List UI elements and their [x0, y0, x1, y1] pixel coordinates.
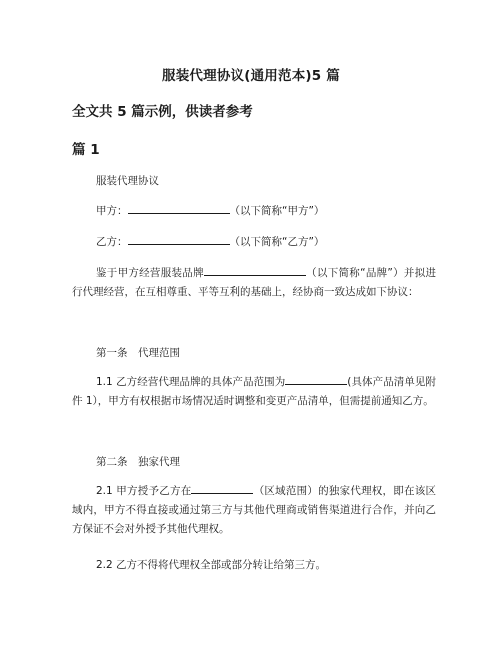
article-1-heading [72, 344, 436, 363]
party-a-blank [128, 202, 230, 214]
section-heading: 篇 1 [72, 142, 100, 158]
article-2-heading [72, 453, 436, 472]
party-b-blank [128, 233, 230, 245]
preamble-paragraph [72, 264, 436, 302]
party-b-suffix: （以下简称“乙方”） [229, 236, 325, 248]
document-title: 服装代理协议(通用范本)5 篇 [162, 68, 340, 84]
party-b-line [72, 233, 436, 252]
preamble-suffix: （以下简称“品牌”）并拟进行代理经营，在互相尊重、平等互利的基础上，经协商一致达成如下协议： [72, 267, 436, 298]
party-a-prefix: 甲方： [96, 205, 128, 217]
clause-2-1 [72, 482, 436, 539]
clause-2-2-text: 2.2 乙方不得将代理权全部或部分转让给第三方。 [96, 559, 327, 571]
clause-2-1-suffix: （区域范围）的独家代理权，即在该区域内，甲方不得直接或通过第三方与其他代理商或销售渠道进行合作，并向乙方保证不会对外授予其他代理权。 [72, 485, 437, 535]
region-blank [191, 482, 253, 494]
clause-1-1-prefix: 1.1 乙方经营代理品牌的具体产品范围为 [96, 376, 286, 388]
product-range-blank [285, 373, 347, 385]
document-subtitle: 全文共 5 篇示例，供读者参考 [72, 104, 253, 120]
article-2-heading-text: 第二条 独家代理 [96, 456, 180, 468]
clause-2-1-prefix: 2.1 甲方授予乙方在 [96, 485, 192, 497]
article-1-heading-text: 第一条 代理范围 [96, 347, 180, 359]
party-a-line [72, 202, 436, 221]
agreement-title [72, 172, 436, 191]
agreement-title-text: 服装代理协议 [96, 175, 159, 187]
clause-2-2 [72, 556, 436, 575]
clause-1-1 [72, 373, 436, 411]
party-a-suffix: （以下简称“甲方”） [229, 205, 325, 217]
party-b-prefix: 乙方： [96, 236, 128, 248]
clause-1-1-suffix: (具体产品清单见附件 1），甲方有权根据市场情况适时调整和变更产品清单，但需提前通知乙方。 [72, 376, 436, 407]
brand-blank [204, 264, 306, 276]
preamble-prefix: 鉴于甲方经营服装品牌 [96, 267, 204, 279]
